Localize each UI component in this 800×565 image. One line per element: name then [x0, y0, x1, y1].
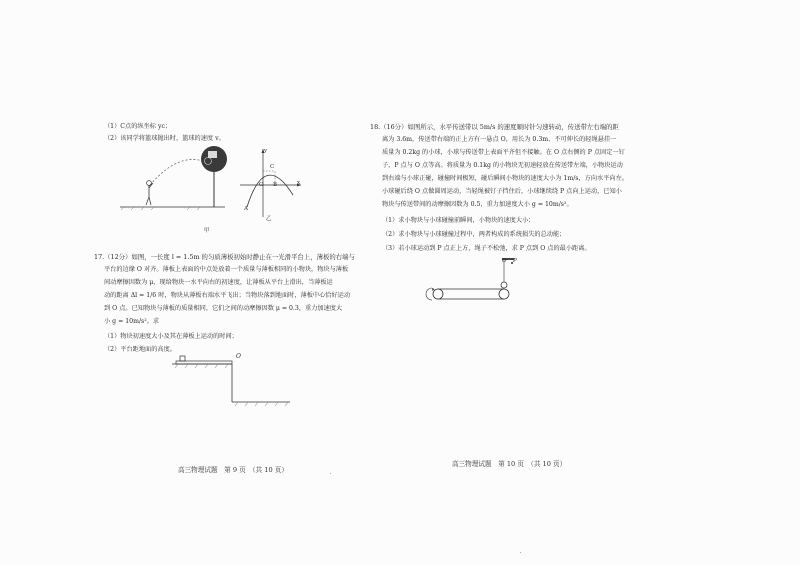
q16-part-2: （2）该同学将篮球抛出时，篮球的速度 v。 [104, 135, 225, 142]
q17-line-3: 间动摩擦因数为 μ，现给物块一水平向右的初速度，让薄板从平台上滑出，当薄板运 [104, 279, 333, 286]
figure-yi-point-a: A [244, 206, 248, 212]
q18-line-2: 离为 3.6m，传送带右端的正上方有一悬点 O，用长为 0.3m、不可伸长的轻绳悬挂一 [382, 136, 617, 143]
figure-jia-basketball [120, 145, 250, 225]
q17-part-1: （1）物块初速度大小及其在薄板上运动的时间； [104, 333, 238, 340]
right-page [370, 0, 800, 565]
q18-part-1: （1）求小物块与小球碰撞前瞬间，小物块的速度大小； [382, 217, 535, 224]
q17-line-1: 17.（12分）如图，一长度 l = 1.5m 的匀质薄板初始时静止在一光滑平台上，薄板的右端与 [94, 253, 355, 261]
q18-line-1: 18.（16分）如图所示，水平传送带以 5m/s 的速度顺时针匀速转动，传送带左右端的距 [370, 123, 619, 131]
q18-part-2: （2）求小物块与小球碰撞过程中，两者构成的系统损失的总动能； [382, 231, 566, 238]
q18-part-3: （3）若小球运动到 P 点正上方，绳子不松弛，求 P 点到 O 点的最小距离。 [382, 245, 591, 252]
figure-yi-label: 乙 [266, 216, 272, 222]
q18-line-3: 质量为 0.2kg 的小球，小球与传送带上表面平齐但不接触。在 O 点右侧的 P 点固定一钉 [382, 149, 625, 156]
q17-line-6: 小 g = 10m/s²。求 [104, 318, 160, 325]
figure-q17-label-o: O [236, 353, 241, 360]
q18-line-5: 到右端与小球正碰，碰撞时间极短，碰后瞬间小物块的速度大小为 1m/s，方向水平向左。 [382, 175, 628, 182]
figure-q17-plank [172, 352, 292, 408]
figure-jia-label: 甲 [204, 228, 210, 234]
scan-speck [520, 552, 521, 553]
figure-yi-axis-x: x [297, 180, 301, 186]
figure-yi-axis-y: y [264, 148, 268, 154]
figure-yi-point-b: B [273, 182, 278, 188]
q18-line-6: 小球碰后绕 O 点做圆周运动，当轻绳被钉子挡住后，小球继续绕 P 点向上运动，已知小 [382, 188, 622, 195]
q18-line-4: 子，P 点与 O 点等高。将质量为 0.1kg 的小物块无初速轻放在传送带左端，小物块运动 [382, 162, 623, 169]
q16-part-1: （1）C点的纵坐标 yc； [104, 123, 172, 130]
q17-line-4: 动的距离 Δl = 1/6 时，物块从薄板右端水平飞出；当物块落到地面时，薄板中心恰好运动 [104, 292, 351, 299]
figure-yi-origin: O [259, 182, 264, 188]
q18-line-7: 物块与传送带间的动摩擦因数为 0.5，重力加速度大小 g = 10m/s²。 [382, 201, 573, 208]
q17-line-2: 平台的边缘 O 对齐。薄板上表面的中点处放着一个质量与薄板相同的小物块，物块与薄板 [104, 266, 349, 273]
figure-yi-point-c: C [270, 164, 275, 170]
q17-part-2: （2）平台距地面的高度。 [104, 346, 176, 353]
scan-speck [330, 473, 331, 474]
left-page-footer: 高三物理试题 第 9 页 （共 10 页） [178, 466, 288, 474]
right-page-footer: 高三物理试题 第 10 页 （共 10 页） [452, 460, 567, 468]
figure-q18-label-p: P [513, 258, 517, 264]
figure-q18-label-o: O [502, 258, 507, 264]
q17-line-5: 到 O 点。已知物块与薄板的质量相同，它们之间的动摩擦因数 μ = 0.3，重力加速度大 [104, 305, 343, 312]
